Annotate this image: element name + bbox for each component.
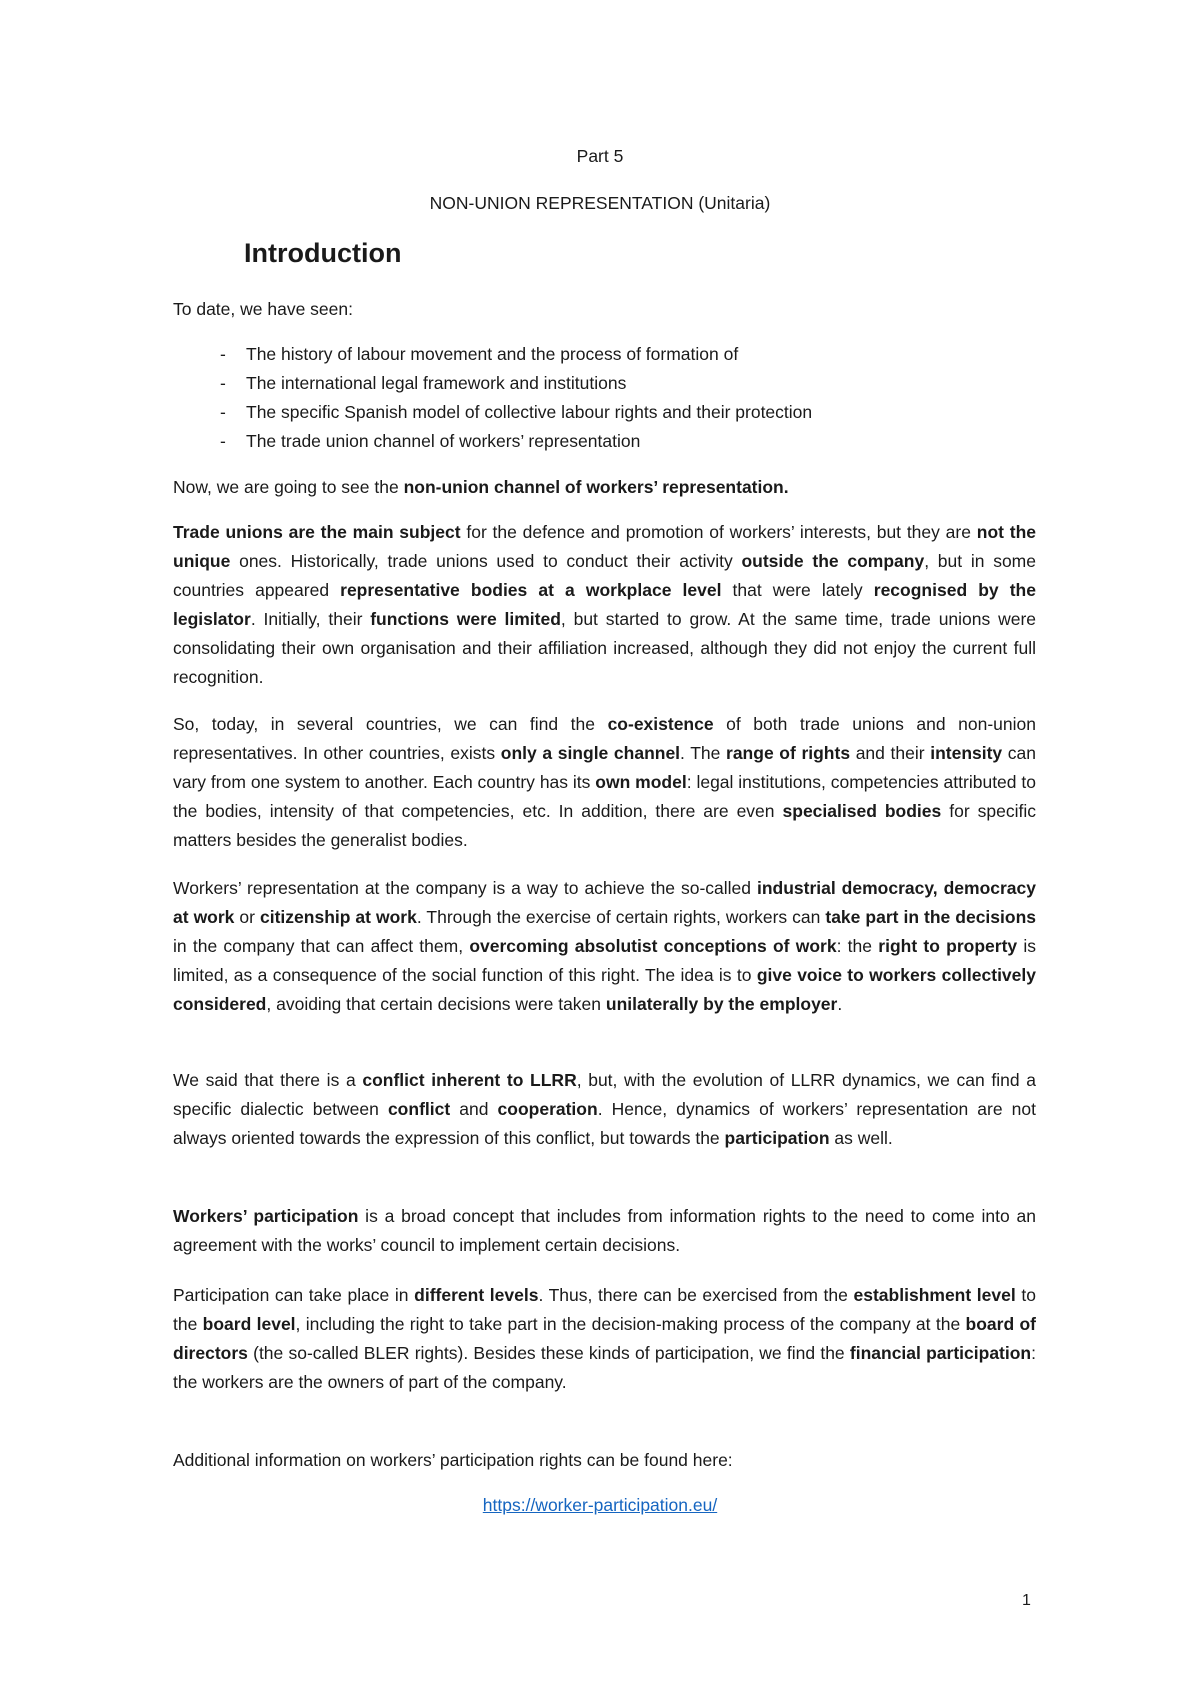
bold-text: different levels xyxy=(414,1285,539,1305)
document-subtitle: NON-UNION REPRESENTATION (Unitaria) xyxy=(429,193,771,213)
bold-text: specialised bodies xyxy=(782,801,942,821)
text-run: . Thus, there can be exercised from the xyxy=(538,1285,854,1305)
list-item: - The specific Spanish model of collective labour rights and their protection xyxy=(173,398,1036,427)
bold-text: conflict inherent to LLRR xyxy=(362,1070,577,1090)
text-run: . Initially, their xyxy=(250,609,371,629)
paragraph xyxy=(173,518,1036,692)
bold-text: board of directors xyxy=(173,1314,1036,1363)
text-run: is limited, as a consequence of the social function of this right. The idea is to xyxy=(173,936,1037,985)
paragraph xyxy=(173,1446,1036,1475)
topics-list xyxy=(173,340,1036,456)
bold-text: citizenship at work xyxy=(260,907,417,927)
text-run: or xyxy=(234,907,260,927)
bold-text: right to property xyxy=(878,936,1018,956)
page-number: 1 xyxy=(1022,1592,1031,1609)
bold-text: establishment level xyxy=(853,1285,1016,1305)
bold-text: recognised by the legislator xyxy=(173,580,1036,629)
text-run: to the xyxy=(173,1285,1036,1334)
intro-line: To date, we have seen: xyxy=(173,299,353,319)
text-run: (the so-called BLER rights). Besides these kinds of participation, we find the xyxy=(247,1343,850,1363)
bold-text: Trade unions are the main subject xyxy=(173,522,461,542)
bold-text: outside the company xyxy=(741,551,925,571)
text-run: Now, we are going to see the xyxy=(173,477,404,497)
part-label: Part 5 xyxy=(576,146,624,166)
text-run: , but started to grow. At the same time, trade unions were consolidating their own organisation and their affiliation increased, although they did not enjoy the current full recognition. xyxy=(173,609,1037,687)
text-run: and xyxy=(450,1099,498,1119)
text-run: . The xyxy=(680,743,727,763)
text-run: . Through the exercise of certain rights, workers can xyxy=(416,907,826,927)
bold-text: own model xyxy=(595,772,687,792)
bold-text: overcoming absolutist conceptions of work xyxy=(469,936,837,956)
bold-text: intensity xyxy=(930,743,1003,763)
text-run: Participation can take place in xyxy=(173,1285,415,1305)
text-run: in the company that can affect them, xyxy=(173,936,470,956)
text-run: We said that there is a xyxy=(173,1070,363,1090)
bold-text: industrial democracy, democracy at work xyxy=(173,878,1037,927)
text-run: ones. Historically, trade unions used to conduct their activity xyxy=(230,551,742,571)
paragraph xyxy=(173,1202,1036,1260)
bold-text: board level xyxy=(202,1314,296,1334)
text-run: is a broad concept that includes from information rights to the need to come into an agreement with the works’ council to implement certain decisions. xyxy=(173,1206,1036,1255)
bold-text: unilaterally by the employer xyxy=(605,994,838,1014)
text-run: can vary from one system to another. Each country has its xyxy=(173,743,1037,792)
list-item: - The history of labour movement and the process of formation of xyxy=(173,340,1036,369)
text-run: So, today, in several countries, we can find the xyxy=(173,714,608,734)
text-run: and their xyxy=(850,743,931,763)
worker-participation-link[interactable]: https://worker-participation.eu/ xyxy=(482,1495,718,1515)
text-run: of both trade unions and non-union representatives. In other countries, exists xyxy=(173,714,1037,763)
bold-text: not the unique xyxy=(173,522,1036,571)
text-run: : the xyxy=(836,936,879,956)
paragraph xyxy=(173,473,1036,502)
text-run: Additional information on workers’ participation rights can be found here: xyxy=(173,1450,733,1470)
bold-text: co-existence xyxy=(607,714,714,734)
text-run: , but, with the evolution of LLRR dynamics, we can find a specific dialectic between xyxy=(173,1070,1036,1119)
text-run: . Hence, dynamics of workers’ representation are not always oriented towards the expression of this conflict, but towards the xyxy=(173,1099,1036,1148)
list-item: - The trade union channel of workers’ representation xyxy=(173,427,1036,456)
paragraph xyxy=(173,710,1036,855)
text-run: that were lately xyxy=(721,580,874,600)
bold-text: cooperation xyxy=(497,1099,598,1119)
text-run: : the workers are the owners of part of the company. xyxy=(173,1343,1036,1392)
text-run: , avoiding that certain decisions were taken xyxy=(266,994,606,1014)
bold-text: Workers’ participation xyxy=(173,1206,359,1226)
text-run: , including the right to take part in the decision-making process of the company at the xyxy=(295,1314,966,1334)
text-run: for the defence and promotion of workers’ interests, but they are xyxy=(460,522,977,542)
text-run: . xyxy=(837,994,843,1014)
bold-text: give voice to workers collectively considered xyxy=(173,965,1036,1014)
text-run: : legal institutions, competencies attributed to the bodies, intensity of that competencies, etc. In addition, there are even xyxy=(173,772,1036,821)
bold-text: only a single channel xyxy=(500,743,681,763)
list-item: - The international legal framework and institutions xyxy=(173,369,1036,398)
section-heading: Introduction xyxy=(244,238,402,268)
text-run: Workers’ representation at the company is a way to achieve the so-called xyxy=(173,878,757,898)
bold-text: non-union channel of workers’ representation. xyxy=(403,477,789,497)
bold-text: take part in the decisions xyxy=(825,907,1037,927)
bold-text: participation xyxy=(724,1128,830,1148)
bold-text: financial participation xyxy=(849,1343,1032,1363)
bold-text: functions were limited xyxy=(370,609,561,629)
link-line xyxy=(0,1491,1200,1520)
paragraph xyxy=(173,1281,1036,1397)
text-run: as well. xyxy=(829,1128,893,1148)
text-run: , but in some countries appeared xyxy=(173,551,1036,600)
bold-text: range of rights xyxy=(726,743,851,763)
paragraph xyxy=(173,874,1036,1019)
paragraph xyxy=(173,1066,1036,1153)
bold-text: conflict xyxy=(387,1099,451,1119)
text-run: for specific matters besides the generalist bodies. xyxy=(173,801,1037,850)
bold-text: representative bodies at a workplace level xyxy=(340,580,722,600)
